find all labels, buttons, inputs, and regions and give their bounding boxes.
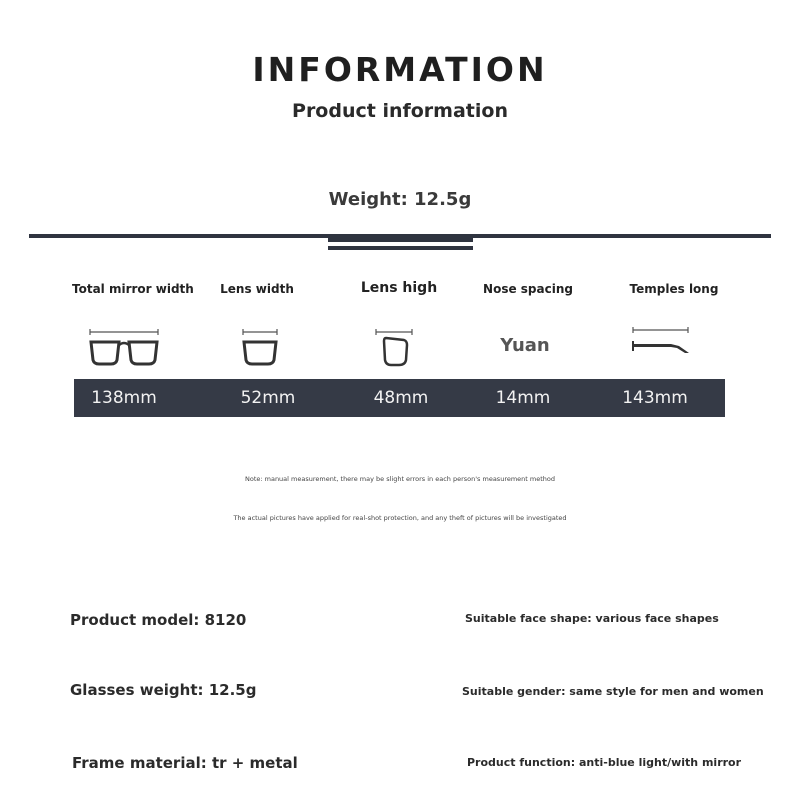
- full-frame-icon: [87, 326, 161, 368]
- measurement-value-total-width: 138mm: [91, 388, 157, 408]
- measurement-value-lens-width: 52mm: [240, 388, 296, 408]
- measurement-label-total-width: Total mirror width: [72, 282, 194, 296]
- spec-gender: Suitable gender: same style for men and women: [462, 685, 764, 698]
- measurement-note: Note: manual measurement, there may be slight errors in each person's measurement method: [244, 475, 556, 483]
- copyright-note: The actual pictures have applied for real-shot protection, and any theft of pictures will be investigated: [233, 514, 567, 522]
- measurement-label-lens-high: Lens high: [360, 280, 438, 296]
- single-lens-icon: [240, 326, 280, 368]
- measurement-value-lens-high: 48mm: [373, 388, 429, 408]
- spec-face-shape: Suitable face shape: various face shapes: [465, 612, 719, 625]
- measurement-value-nose-spacing: 14mm: [495, 388, 551, 408]
- spec-glasses-weight: Glasses weight: 12.5g: [70, 681, 257, 699]
- spec-frame-material: Frame material: tr + metal: [72, 754, 298, 772]
- divider-accent: [328, 238, 473, 252]
- measurement-label-nose-spacing: Nose spacing: [483, 282, 573, 296]
- nose-spacing-text: Yuan: [500, 335, 550, 356]
- page-subtitle: Product information: [292, 100, 508, 122]
- measurement-value-temples-long: 143mm: [622, 388, 688, 408]
- measurement-label-lens-width: Lens width: [220, 282, 294, 296]
- temple-arm-icon: [631, 326, 691, 356]
- spec-product-model: Product model: 8120: [70, 611, 247, 629]
- measurement-label-temples-long: Temples long: [629, 282, 719, 296]
- page-title: INFORMATION: [252, 50, 548, 89]
- spec-product-function: Product function: anti-blue light/with mirror: [467, 756, 742, 769]
- lens-height-icon: [374, 326, 414, 370]
- weight-heading: Weight: 12.5g: [328, 189, 472, 210]
